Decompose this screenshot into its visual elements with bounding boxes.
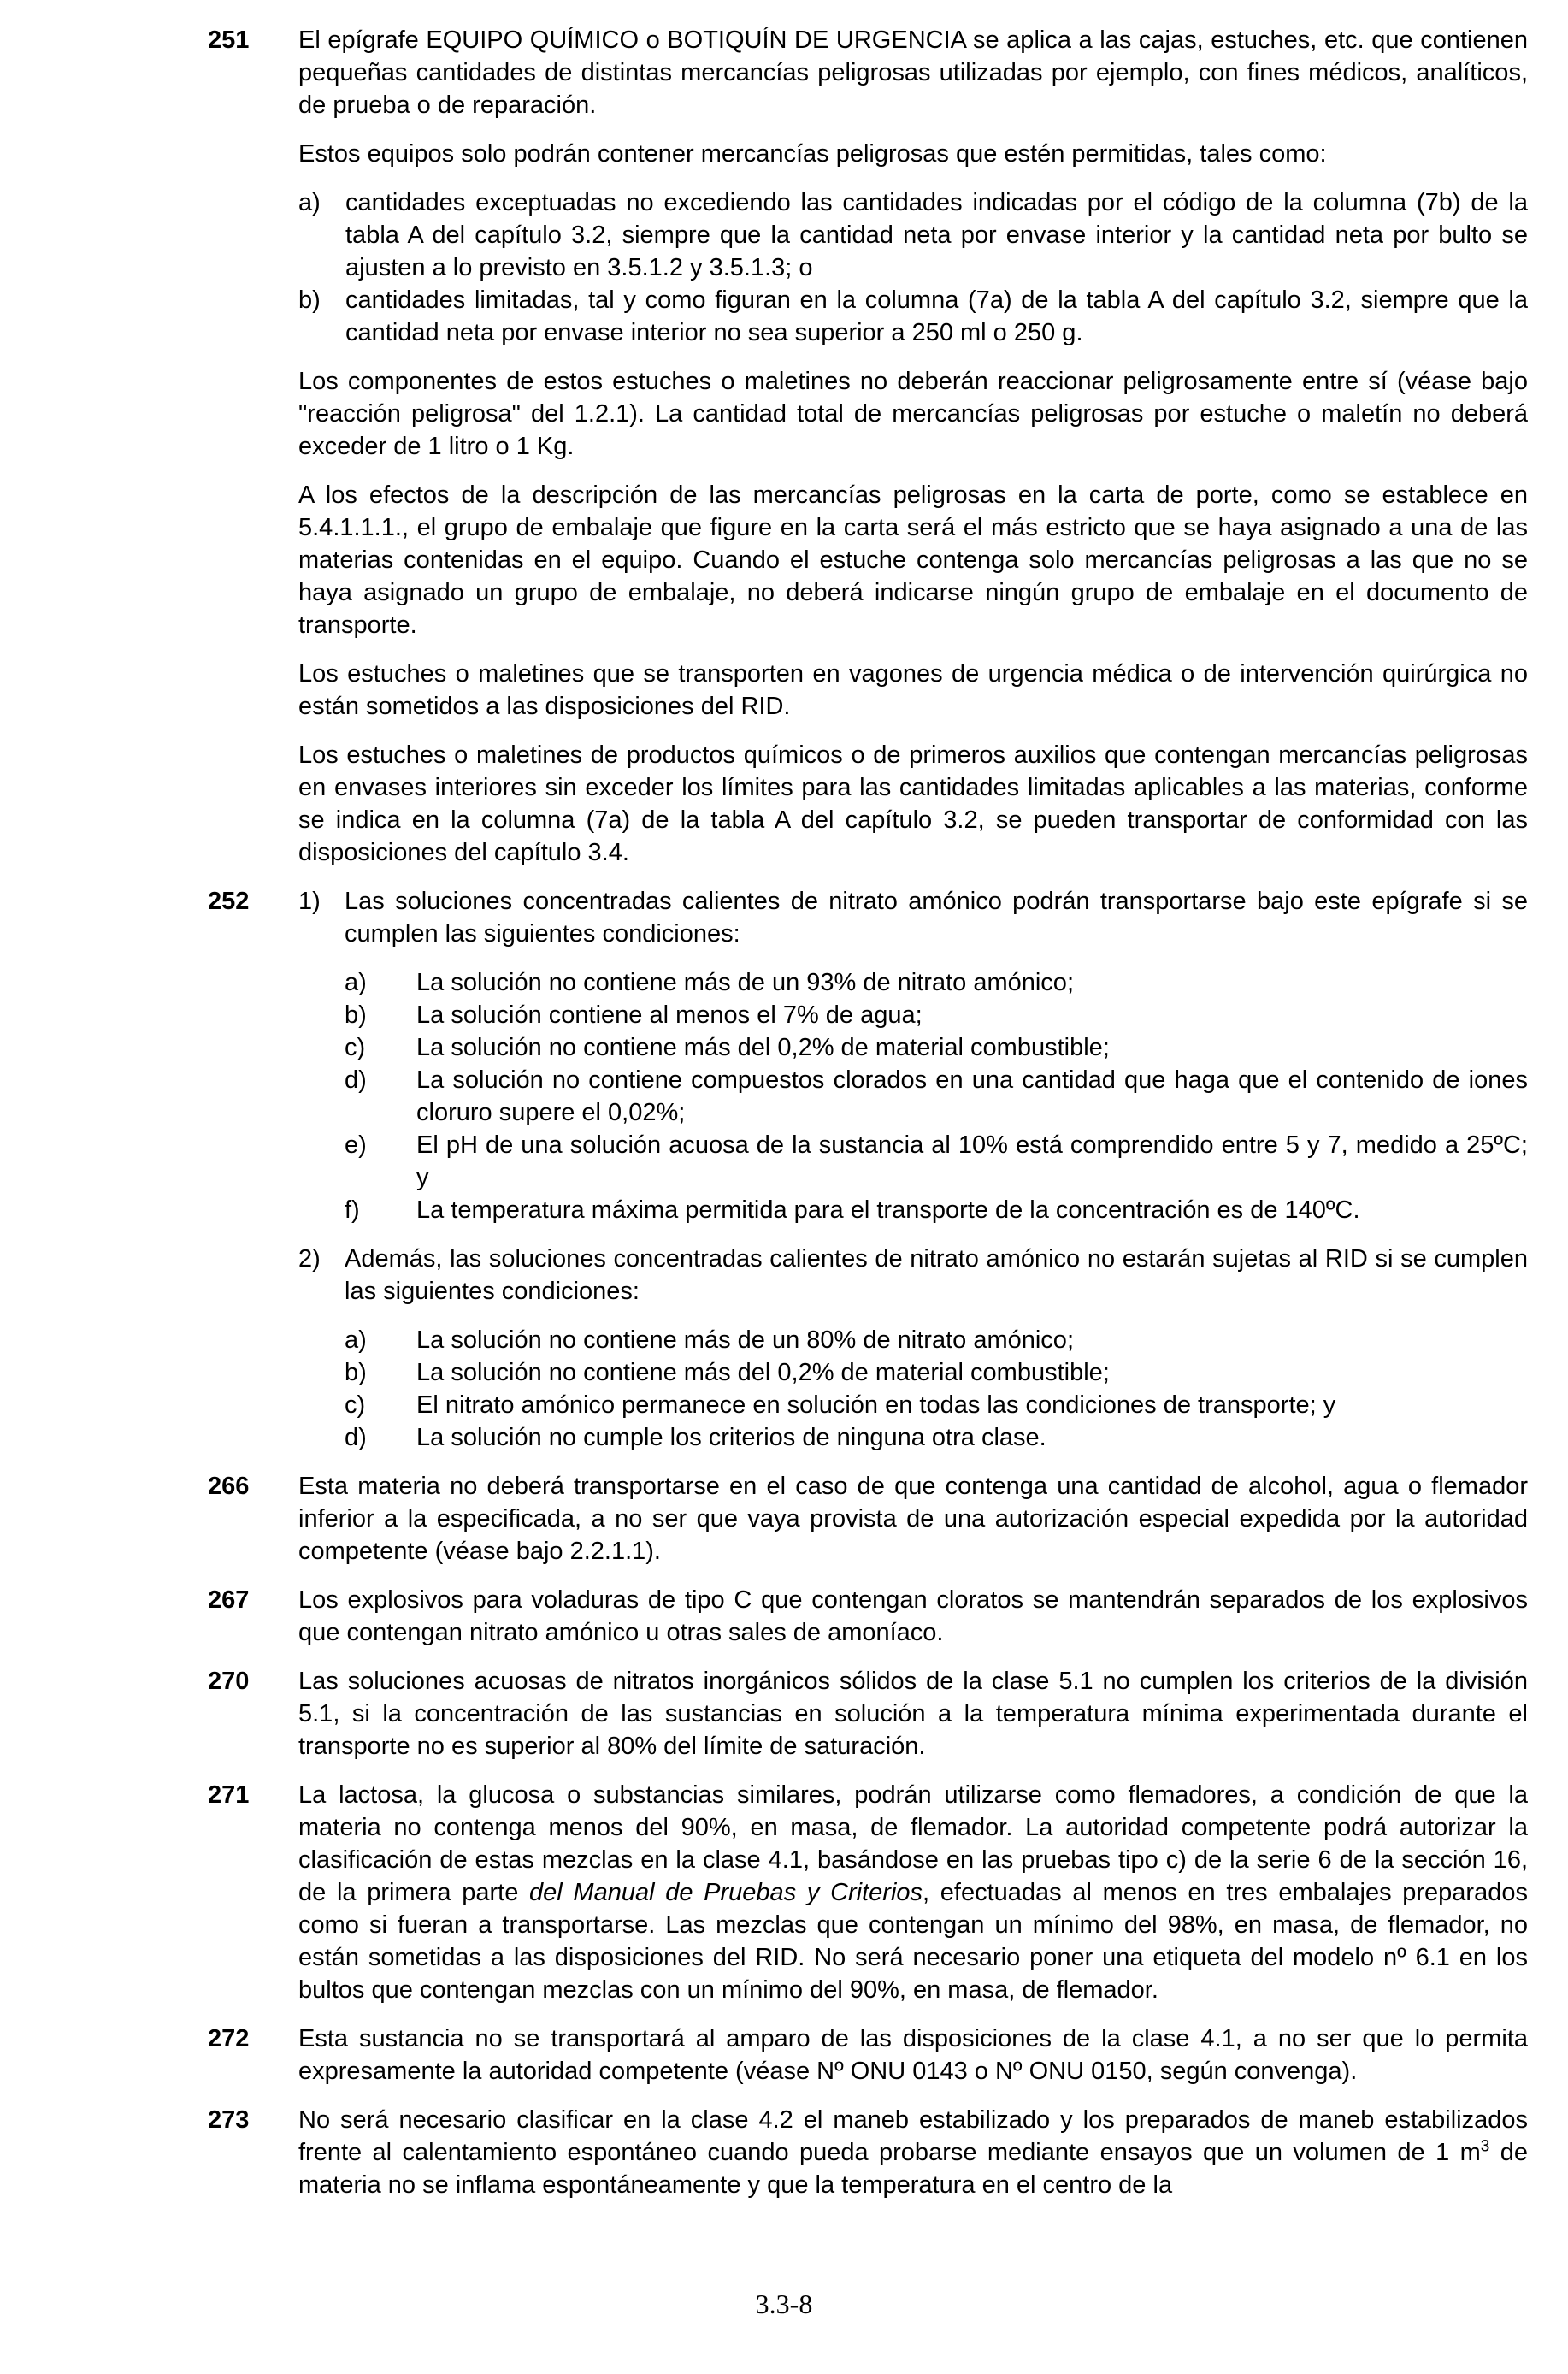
paragraph: No será necesario clasificar en la clase 4.2 el maneb estabilizado y los preparados de maneb estabilizados frente al calentamiento espontáneo cuando pueda probarse mediante ensayos que un volumen de 1 $m^3$ de materia no se inflama espontáneamente y que la temperatura en el centro de la bbox=[298, 2106, 1528, 2199]
item-label: c) bbox=[345, 1034, 366, 1061]
provision-number: 266 bbox=[208, 1473, 250, 1500]
list-item bbox=[345, 1031, 1528, 1064]
page-number: 3.3-8 bbox=[755, 2288, 813, 2319]
provision-251 bbox=[0, 24, 1568, 869]
provision-266 bbox=[0, 1470, 1568, 1568]
list-item bbox=[345, 1421, 1528, 1454]
item-text: El nitrato amónico permanece en solución en todas las condiciones de transporte; y bbox=[416, 1391, 1336, 1419]
part-text: Además, las soluciones concentradas calientes de nitrato amónico no estarán sujetas al RID si se cumplen las siguientes condiciones: bbox=[345, 1245, 1528, 1305]
item-label: b) bbox=[298, 286, 321, 314]
list-item bbox=[345, 1129, 1528, 1194]
item-text: La solución no contiene más del 0,2% de material combustible; bbox=[416, 1359, 1110, 1386]
item-text: La temperatura máxima permitida para el transporte de la concentración es de 140ºC. bbox=[416, 1196, 1360, 1224]
document-page bbox=[0, 24, 1568, 2218]
list-item bbox=[345, 1356, 1528, 1389]
provision-number: 267 bbox=[208, 1586, 250, 1614]
item-label: b) bbox=[345, 1001, 367, 1029]
paragraph: La lactosa, la glucosa o substancias similares, podrán utilizarse como flemadores, a condición de que la materia no contenga menos del 90%, en masa, de flemador. La autoridad competente podrá autorizar la clasificación de estas mezclas en la clase 4.1, basándose en las pruebas tipo c) de la serie 6 de la sección 16, de la primera parte del Manual de Pruebas y Criterios, efectuadas al menos en tres embalajes preparados como si fueran a transportarse. Las mezclas que contengan un mínimo del 98%, en masa, de flemador, no están sometidas a las disposiciones del RID. No será necesario poner una etiqueta del modelo nº 6.1 en los bultos que contengan mezclas con un mínimo del 90%, en masa, de flemador. bbox=[298, 1781, 1528, 2004]
paragraph: Esta sustancia no se transportará al amparo de las disposiciones de la clase 4.1, a no ser que lo permita expresamente la autoridad competente (véase Nº ONU 0143 o Nº ONU 0150, según convenga). bbox=[298, 2025, 1528, 2085]
condition-list bbox=[298, 186, 1528, 349]
list-item bbox=[345, 966, 1528, 999]
item-text: La solución no contiene compuestos clorados en una cantidad que haga que el contenido de iones cloruro supere el 0,02%; bbox=[416, 1066, 1528, 1126]
item-label: a) bbox=[298, 189, 321, 216]
item-text: La solución no contiene más de un 93% de nitrato amónico; bbox=[416, 969, 1074, 996]
item-label: f) bbox=[345, 1196, 360, 1224]
provision-number: 270 bbox=[208, 1668, 250, 1695]
item-text: cantidades limitadas, tal y como figuran en la columna (7a) de la tabla A del capítulo 3.2, siempre que la cantidad neta por envase interior no sea superior a 250 ml o 250 g. bbox=[345, 286, 1528, 346]
item-text: La solución no cumple los criterios de ninguna otra clase. bbox=[416, 1424, 1046, 1451]
item-label: a) bbox=[345, 1326, 367, 1354]
provision-number: 251 bbox=[208, 27, 250, 54]
provision-273 bbox=[0, 2104, 1568, 2201]
item-label: c) bbox=[345, 1391, 366, 1419]
item-text: El pH de una solución acuosa de la sustancia al 10% está comprendido entre 5 y 7, medido a 25ºC; y bbox=[416, 1131, 1528, 1191]
provision-252 bbox=[0, 885, 1568, 1454]
list-item bbox=[298, 284, 1528, 349]
provision-body bbox=[298, 885, 1528, 1454]
part-text: Las soluciones concentradas calientes de nitrato amónico podrán transportarse bajo este epígrafe si se cumplen las siguientes condiciones: bbox=[345, 888, 1528, 948]
provision-270 bbox=[0, 1665, 1568, 1763]
manual-title: del Manual de Pruebas y Criterios bbox=[529, 1879, 923, 1906]
item-label: d) bbox=[345, 1066, 367, 1094]
item-label: a) bbox=[345, 969, 367, 996]
paragraph: Esta materia no deberá transportarse en el caso de que contenga una cantidad de alcohol, agua o flemador inferior a la especificada, a no ser que vaya provista de una autorización especial expedida por la autoridad competente (véase bajo 2.2.1.1). bbox=[298, 1473, 1528, 1565]
provision-number: 273 bbox=[208, 2106, 250, 2134]
provision-271 bbox=[0, 1779, 1568, 2006]
paragraph: Los estuches o maletines que se transporten en vagones de urgencia médica o de intervención quirúrgica no están sometidos a las disposiciones del RID. bbox=[298, 660, 1528, 720]
paragraph: Estos equipos solo podrán contener mercancías peligrosas que estén permitidas, tales como: bbox=[298, 140, 1327, 168]
superscript: 3 bbox=[1480, 2137, 1490, 2156]
list-item bbox=[345, 1324, 1528, 1356]
item-label: e) bbox=[345, 1131, 367, 1159]
item-text: cantidades exceptuadas no excediendo las cantidades indicadas por el código de la columna (7b) de la tabla A del capítulo 3.2, siempre que la cantidad neta por envase interior y la cantidad neta por bulto se ajusten a lo previsto en 3.5.1.2 y 3.5.1.3; o bbox=[345, 189, 1528, 281]
paragraph: Los componentes de estos estuches o maletines no deberán reaccionar peligrosamente entre sí (véase bajo "reacción peligrosa" del 1.2.1). La cantidad total de mercancías peligrosas por estuche o maletín no deberá exceder de 1 litro o 1 Kg. bbox=[298, 368, 1528, 460]
list-item bbox=[345, 1389, 1528, 1421]
provision-267 bbox=[0, 1584, 1568, 1649]
numbered-part-2 bbox=[298, 1243, 1528, 1454]
part-label: 2) bbox=[298, 1245, 321, 1273]
provision-number: 252 bbox=[208, 888, 250, 915]
condition-list bbox=[345, 966, 1528, 1226]
provision-number: 271 bbox=[208, 1781, 250, 1809]
provision-number: 272 bbox=[208, 2025, 250, 2052]
list-item bbox=[345, 1064, 1528, 1129]
condition-list bbox=[345, 1324, 1528, 1454]
item-label: d) bbox=[345, 1424, 367, 1451]
paragraph: Los estuches o maletines de productos químicos o de primeros auxilios que contengan mercancías peligrosas en envases interiores sin exceder los límites para las cantidades limitadas aplicables a las materias, conforme se indica en la columna (7a) de la tabla A del capítulo 3.2, se pueden transportar de conformidad con las disposiciones del capítulo 3.4. bbox=[298, 741, 1528, 866]
list-item bbox=[345, 999, 1528, 1031]
paragraph: Los explosivos para voladuras de tipo C que contengan cloratos se mantendrán separados de los explosivos que contengan nitrato amónico u otras sales de amoníaco. bbox=[298, 1586, 1528, 1646]
paragraph: A los efectos de la descripción de las mercancías peligrosas en la carta de porte, como se establece en 5.4.1.1.1., el grupo de embalaje que figure en la carta será el más estricto que se haya asignado a una de las materias contenidas en el equipo. Cuando el estuche contenga solo mercancías peligrosas a las que no se haya asignado un grupo de embalaje, no deberá indicarse ningún grupo de embalaje en el documento de transporte. bbox=[298, 481, 1528, 639]
part-label: 1) bbox=[298, 888, 321, 915]
item-text: La solución no contiene más del 0,2% de material combustible; bbox=[416, 1034, 1110, 1061]
item-text: La solución no contiene más de un 80% de nitrato amónico; bbox=[416, 1326, 1074, 1354]
numbered-part-1 bbox=[298, 885, 1528, 1226]
paragraph: Las soluciones acuosas de nitratos inorgánicos sólidos de la clase 5.1 no cumplen los criterios de la división 5.1, si la concentración de las sustancias en solución a la temperatura mínima experimentada durante el transporte no es superior al 80% del límite de saturación. bbox=[298, 1668, 1528, 1760]
provision-body bbox=[298, 24, 1528, 869]
paragraph: El epígrafe EQUIPO QUÍMICO o BOTIQUÍN DE URGENCIA se aplica a las cajas, estuches, etc. que contienen pequeñas cantidades de distintas mercancías peligrosas utilizadas por ejemplo, con fines médicos, analíticos, de prueba o de reparación. bbox=[298, 27, 1528, 119]
item-text: La solución contiene al menos el 7% de agua; bbox=[416, 1001, 923, 1029]
list-item bbox=[298, 186, 1528, 284]
list-item bbox=[345, 1194, 1528, 1226]
provision-272 bbox=[0, 2023, 1568, 2088]
item-label: b) bbox=[345, 1359, 367, 1386]
